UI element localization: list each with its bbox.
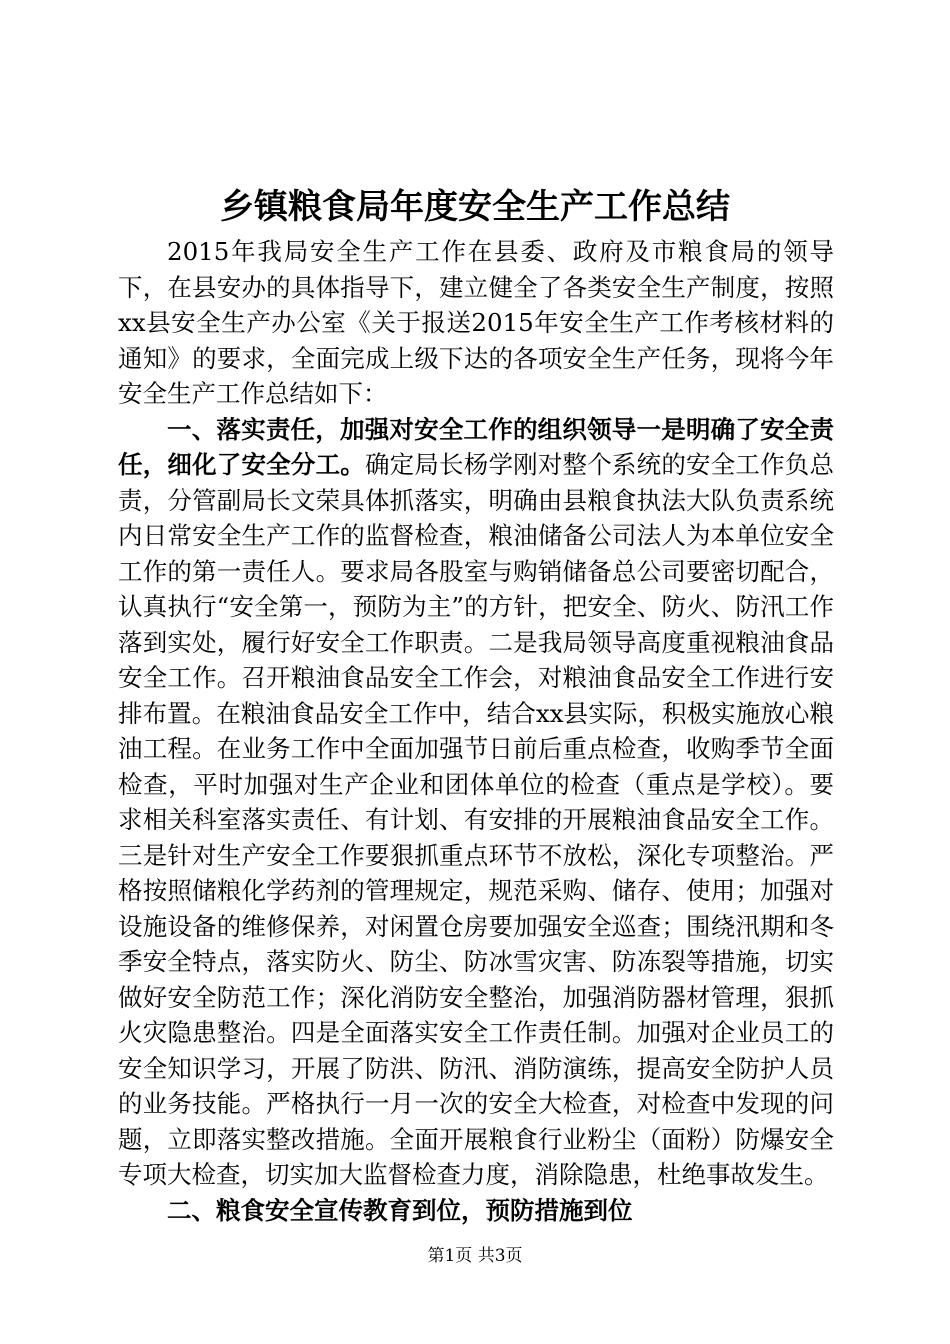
section-1-heading: 一、落实责任，加强对安全工作的组织领导一是明确了安全责任，细化了安全分工。 (118, 414, 834, 479)
section-2-heading: 二、粮食安全宣传教育到位，预防措施到位 (167, 1195, 633, 1225)
document-title: 乡镇粮食局年度安全生产工作总结 (220, 187, 730, 227)
intro-paragraph: 2015年我局安全生产工作在县委、政府及市粮食局的领导下，在县安办的具体指导下，建立健全了各类安全生产制度，按照xx县安全生产办公室《关于报送2015年安全生产工作考核材料的通知》的要求，全面完成上级下达的各项安全生产任务，现将今年安全生产工作总结如下： (118, 237, 834, 408)
page-indicator: 第1页 共3页 (427, 1246, 523, 1266)
section-1-body: 确定局长杨学刚对整个系统的安全工作负总责，分管副局长文荣具体抓落实，明确由县粮食执法大队负责系统内日常安全生产工作的监督检查，粮油储备公司法人为本单位安全工作的第一责任人。要求局各股室与购销储备总公司要密切配合，认真执行“安全第一，预防为主”的方针，把安全、防火、防汛工作落到实处，履行好安全工作职责。二是我局领导高度重视粮油食品安全工作。召开粮油食品安全工作会，对粮油食品安全工作进行安排布置。在粮油食品安全工作中，结合xx县实际，积极实施放心粮油工程。在业务工作中全面加强节日前后重点检查，收购季节全面检查，平时加强对生产企业和团体单位的检查（重点是学校）。要求相关科室落实责任、有计划、有安排的开展粮油食品安全工作。三是针对生产安全工作要狠抓重点环节不放松，深化专项整治。严格按照储粮化学药剂的管理规定，规范采购、储存、使用；加强对设施设备的维修保养，对闲置仓房要加强安全巡查；围绕汛期和冬季安全特点，落实防火、防尘、防冰雪灾害、防冻裂等措施，切实做好安全防范工作；深化消防安全整治，加强消防器材管理，狠抓火灾隐患整治。四是全面落实安全工作责任制。加强对企业员工的安全知识学习，开展了防洪、防汛、消防演练，提高安全防护人员的业务技能。严格执行一月一次的安全大检查，对检查中发现的问题，立即落实整改措施。全面开展粮食行业粉尘（面粉）防爆安全专项大检查，切实加大监督检查力度，消除隐患，杜绝事故发生。 (118, 450, 835, 1189)
section-1-paragraph (118, 412, 834, 1193)
document-body (118, 234, 834, 1228)
